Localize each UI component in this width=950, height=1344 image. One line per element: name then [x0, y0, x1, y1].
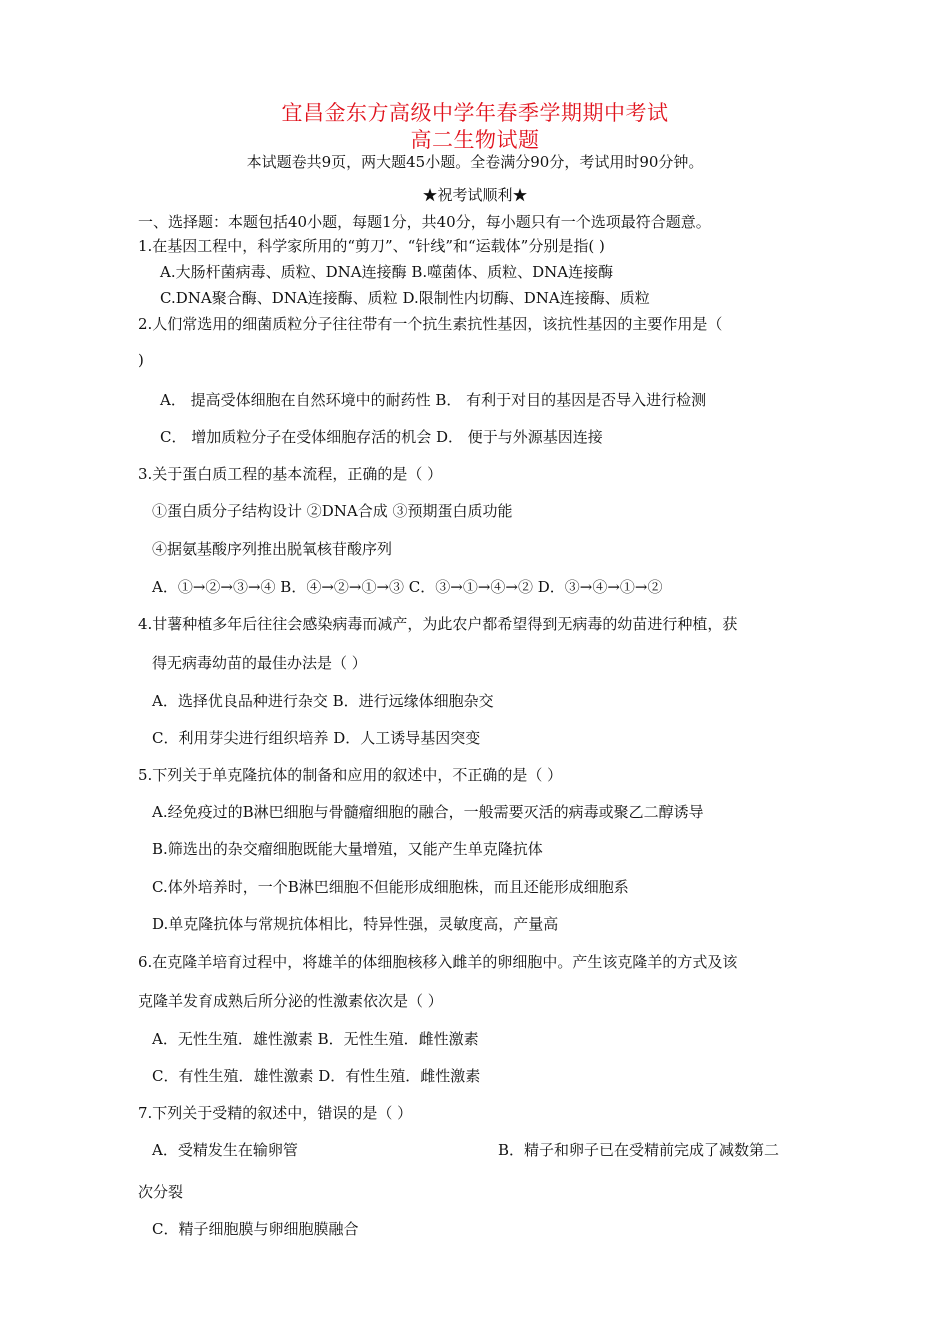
- q7-option-b: B．精子和卵子已在受精前完成了减数第二: [498, 1141, 780, 1159]
- q2-stem-cont: ): [138, 351, 144, 369]
- q1-stem: 1.在基因工程中，科学家所用的“剪刀”、“针线”和“运载体”分别是指( ): [138, 237, 605, 255]
- q3-items-1: ①蛋白质分子结构设计 ②DNA合成 ③预期蛋白质功能: [152, 502, 513, 520]
- q7-stem: 7.下列关于受精的叙述中，错误的是（ ）: [138, 1104, 413, 1122]
- exam-title: 宜昌金东方高级中学年春季学期期中考试: [281, 101, 669, 125]
- q5-option-d: D.单克隆抗体与常规抗体相比，特异性强，灵敏度高，产量高: [152, 915, 559, 933]
- q2-stem: 2.人们常选用的细菌质粒分子往往带有一个抗生素抗性基因，该抗性基因的主要作用是（: [138, 315, 723, 333]
- q5-option-c: C.体外培养时，一个B淋巴细胞不但能形成细胞株，而且还能形成细胞系: [152, 878, 629, 896]
- q4-stem: 4.甘薯种植多年后往往会感染病毒而减产，为此农户都希望得到无病毒的幼苗进行种植，获: [138, 615, 738, 633]
- q5-stem: 5.下列关于单克隆抗体的制备和应用的叙述中，不正确的是（ ）: [138, 766, 563, 784]
- q6-stem: 6.在克隆羊培育过程中，将雄羊的体细胞核移入雌羊的卵细胞中。产生该克隆羊的方式及该: [138, 953, 738, 971]
- q7-option-c: C．精子细胞膜与卵细胞膜融合: [152, 1220, 359, 1238]
- exam-wish: ★祝考试顺利★: [422, 186, 528, 204]
- q3-items-2: ④据氨基酸序列推出脱氧核苷酸序列: [152, 540, 393, 558]
- exam-info: 本试题卷共9页，两大题45小题。全卷满分90分，考试用时90分钟。: [246, 153, 704, 171]
- q3-stem: 3.关于蛋白质工程的基本流程，正确的是（ ）: [138, 465, 443, 483]
- q1-options-cd: C.DNA聚合酶、DNA连接酶、质粒 D.限制性内切酶、DNA连接酶、质粒: [160, 289, 650, 307]
- q7-option-b-cont: 次分裂: [138, 1183, 184, 1201]
- q2-options-ab: A． 提高受体细胞在自然环境中的耐药性 B． 有利于对目的基因是否导入进行检测: [160, 391, 707, 409]
- q6-options-cd: C．有性生殖．雄性激素 D．有性生殖．雌性激素: [152, 1067, 481, 1085]
- q4-options-cd: C．利用芽尖进行组织培养 D．人工诱导基因突变: [152, 729, 481, 747]
- q1-options-ab: A.大肠杆菌病毒、质粒、DNA连接酶 B.噬菌体、质粒、DNA连接酶: [160, 263, 614, 281]
- q6-stem-cont: 克隆羊发育成熟后所分泌的性激素依次是（ ）: [138, 992, 443, 1010]
- q6-options-ab: A．无性生殖．雄性激素 B．无性生殖．雌性激素: [152, 1030, 479, 1048]
- q5-option-b: B.筛选出的杂交瘤细胞既能大量增殖，又能产生单克隆抗体: [152, 840, 543, 858]
- q3-options: A．①→②→③→④ B．④→②→①→③ C．③→①→④→② D．③→④→①→②: [152, 578, 663, 596]
- q2-options-cd: C． 增加质粒分子在受体细胞存活的机会 D． 便于与外源基因连接: [160, 428, 603, 446]
- q7-option-a: A．受精发生在输卵管: [152, 1141, 298, 1159]
- exam-subtitle: 高二生物试题: [410, 128, 540, 152]
- q5-option-a: A.经免疫过的B淋巴细胞与骨髓瘤细胞的融合，一般需要灭活的病毒或聚乙二醇诱导: [152, 803, 704, 821]
- q4-options-ab: A．选择优良品种进行杂交 B．进行远缘体细胞杂交: [152, 692, 494, 710]
- q4-stem-cont: 得无病毒幼苗的最佳办法是（ ）: [152, 654, 367, 672]
- section-heading: 一、选择题：本题包括40小题，每题1分，共40分，每小题只有一个选项最符合题意。: [138, 213, 711, 231]
